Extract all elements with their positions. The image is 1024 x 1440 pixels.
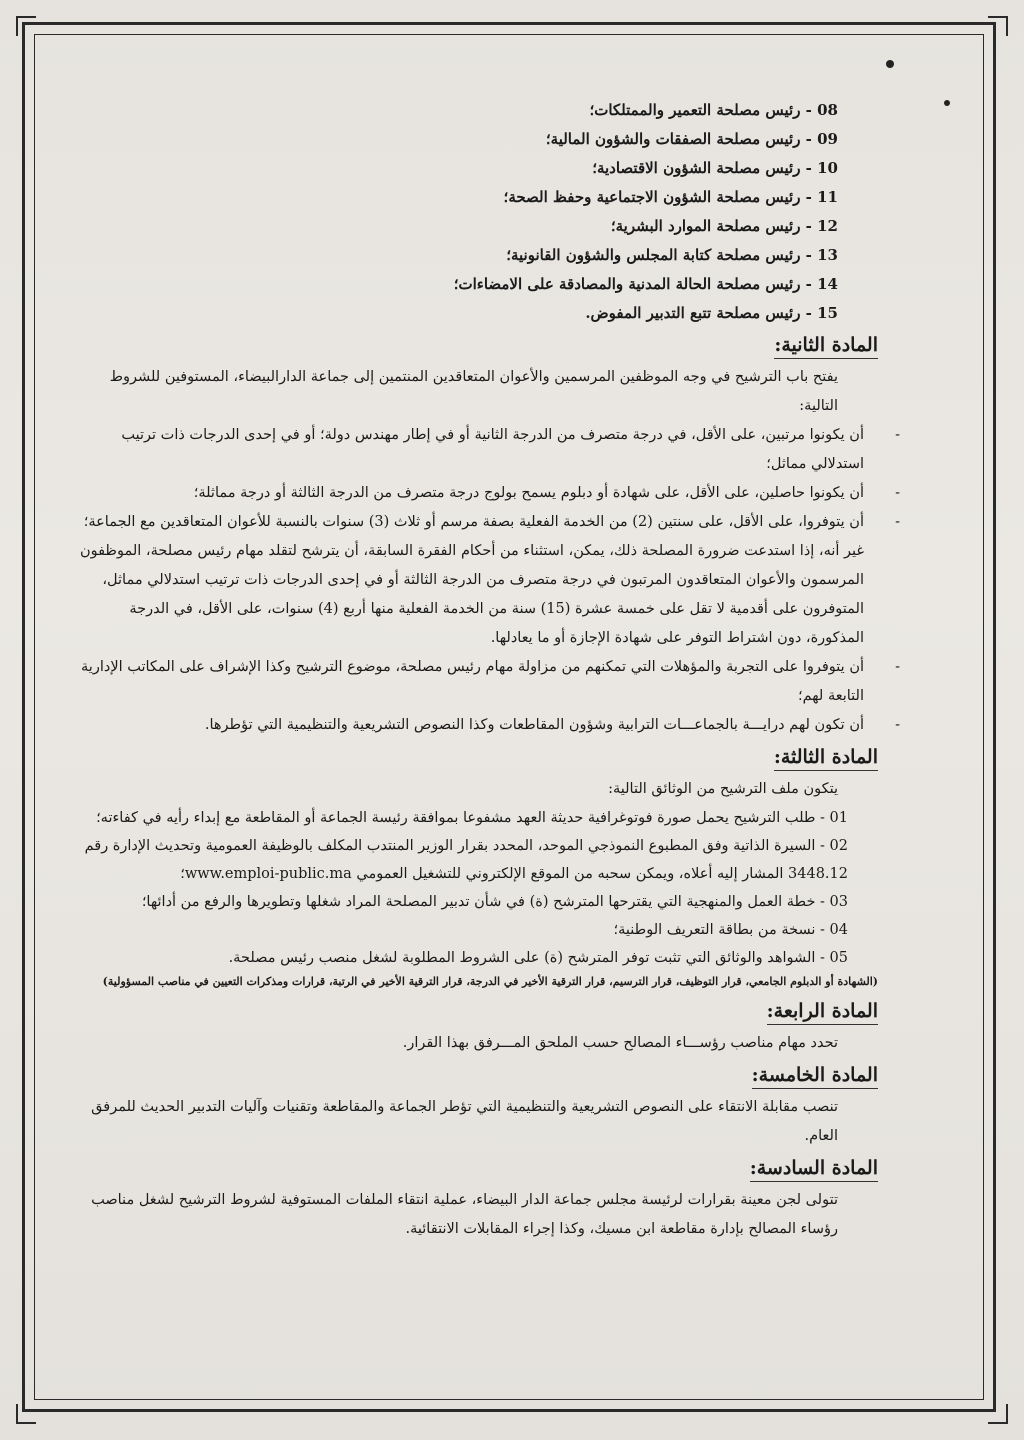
article-4	[70, 994, 878, 1058]
article-2-heading: المادة الثانية:	[774, 332, 878, 359]
list-item: 02 - السيرة الذاتية وفق المطبوع النموذجي الموحد، المحدد بقرار الوزير المنتدب المكلف بالوظيفة العمومية وتحديث الإدارة رقم 3448.12 المشار إليه أعلاه، ويمكن سحبه من الموقع الإلكتروني للتشغيل العمومي www.emploi-public.ma؛	[84, 838, 848, 882]
list-item: - أن يتوفروا، على الأقل، على سنتين (2) من الخدمة الفعلية بصفة مرسم أو ثلاث (3) سنوات بالنسبة للأعوان المتعاقدين مع الجماعة؛	[83, 514, 900, 530]
ink-mark	[944, 100, 950, 106]
border-corner-ornament	[988, 16, 1008, 36]
article-4-heading: المادة الرابعة:	[767, 998, 878, 1025]
ink-mark	[886, 60, 894, 68]
list-item: 09 - رئيس مصلحة الصفقات والشؤون المالية؛	[545, 130, 838, 148]
article-2-conditions-continued	[70, 653, 900, 740]
application-documents-list	[70, 804, 878, 972]
condition-text: أن يكونوا مرتبين، على الأقل، في درجة متصرف من الدرجة الثانية أو في إطار مهندس دولة؛ أو في إحدى الدرجات ذات ترتيب استدلالي مماثل؛	[121, 427, 864, 472]
document-body	[70, 96, 900, 1326]
article-5	[70, 1058, 878, 1151]
item-number: 04	[829, 922, 848, 938]
list-item: 13 - رئيس مصلحة كتابة المجلس والشؤون القانونية؛	[506, 246, 838, 264]
list-item: - أن تكون لهم درايـــة بالجماعـــات الترابية وشؤون المقاطعات وكذا النصوص التشريعية والتنظيمية التي تؤطرها.	[204, 717, 900, 733]
article-3-intro: يتكون ملف الترشيح من الوثائق التالية:	[608, 781, 838, 797]
list-item: 14 - رئيس مصلحة الحالة المدنية والمصادقة على الامضاءات؛	[453, 275, 838, 293]
list-item: - أن يتوفروا على التجربة والمؤهلات التي تمكنهم من مزاولة مهام رئيس مصلحة، موضوع الترشيح وكذا الإشراف على المكاتب الإدارية التابعة لهم؛	[81, 659, 900, 704]
item-text: خطة العمل والمنهجية التي يقترحها المترشح (ة) في شأن تدبير المصلحة المراد شغلها وتطويرها والرفع من أدائها؛	[141, 894, 816, 910]
list-item: 01 - طلب الترشيح يحمل صورة فوتوغرافية حديثة العهد مشفوعا بموافقة رئيسة الجماعة أو المقاطعة مع إبداء رأيه في كفاءته؛	[96, 810, 848, 826]
article-2-conditions	[70, 421, 900, 537]
list-item: 05 - الشواهد والوثائق التي تثبت توفر المترشح (ة) على الشروط المطلوبة لشغل منصب رئيس مصلحة.	[228, 950, 848, 966]
article-6-heading: المادة السادسة:	[750, 1155, 878, 1182]
item-text: طلب الترشيح يحمل صورة فوتوغرافية حديثة العهد مشفوعا بموافقة رئيسة الجماعة أو المقاطعة مع إبداء رأيه في كفاءته؛	[96, 810, 816, 826]
list-item: 15 - رئيس مصلحة تتبع التدبير المفوض.	[585, 304, 838, 322]
article-4-text: تحدد مهام مناصب رؤســـاء المصالح حسب الملحق المـــرفق بهذا القرار.	[402, 1035, 838, 1051]
item-number: 05	[829, 950, 848, 966]
condition-text: أن يتوفروا على التجربة والمؤهلات التي تمكنهم من مزاولة مهام رئيس مصلحة، موضوع الترشيح وكذا الإشراف على المكاتب الإدارية التابعة لهم؛	[81, 659, 864, 704]
article-2-exception: غير أنه، إذا استدعت ضرورة المصلحة ذلك، يمكن، استثناء من أحكام الفقرة السابقة، أن يترشح لتقلد مهام رئيس مصلحة، الموظفون المرسمون والأعوان المتعاقدون المرتبون في درجة متصرف من الدرجة الثالثة أو في إحدى الدرجات ذات ترتيب استدلالي مماثل، المتوفرون على أقدمية لا تقل على خمسة عشرة (15) سنة من الخدمة الفعلية منها أربع (4) سنوات، على الأقل، في الدرجة المذكورة، دون اشتراط التوفر على شهادة الإجازة أو ما يعادلها.	[79, 543, 864, 646]
item-number: 03	[829, 894, 848, 910]
list-item: 08 - رئيس مصلحة التعمير والممتلكات؛	[589, 101, 838, 119]
item-number: 01	[829, 810, 848, 826]
article-5-text: تنصب مقابلة الانتقاء على النصوص التشريعية والتنظيمية التي تؤطر الجماعة والمقاطعة وتقنيات وآليات التدبير الحديث للمرفق العام.	[91, 1099, 838, 1144]
list-item: 11 - رئيس مصلحة الشؤون الاجتماعية وحفظ الصحة؛	[503, 188, 838, 206]
condition-text: أن تكون لهم درايـــة بالجماعـــات الترابية وشؤون المقاطعات وكذا النصوص التشريعية والتنظيمية التي تؤطرها.	[204, 717, 864, 733]
condition-text: أن يكونوا حاصلين، على الأقل، على شهادة أو دبلوم يسمح بولوج درجة متصرف من الدرجة الثالثة أو درجة مماثلة؛	[193, 485, 864, 501]
border-corner-ornament	[16, 16, 36, 36]
article-2-intro: يفتح باب الترشيح في وجه الموظفين المرسمين والأعوان المتعاقدين المنتمين إلى جماعة الدارالبيضاء، المستوفين للشروط التالية:	[109, 369, 838, 414]
item-number: 02	[829, 838, 848, 854]
article-2	[70, 328, 900, 740]
list-item: - أن يكونوا حاصلين، على الأقل، على شهادة أو دبلوم يسمح بولوج درجة متصرف من الدرجة الثالثة أو درجة مماثلة؛	[193, 485, 900, 501]
item-text: الشواهد والوثائق التي تثبت توفر المترشح (ة) على الشروط المطلوبة لشغل منصب رئيس مصلحة.	[228, 950, 816, 966]
list-item: - أن يكونوا مرتبين، على الأقل، في درجة متصرف من الدرجة الثانية أو في إطار مهندس دولة؛ أو في إحدى الدرجات ذات ترتيب استدلالي مماثل؛	[121, 427, 900, 472]
condition-text: أن يتوفروا، على الأقل، على سنتين (2) من الخدمة الفعلية بصفة مرسم أو ثلاث (3) سنوات بالنسبة للأعوان المتعاقدين مع الجماعة؛	[83, 514, 864, 530]
item-text: نسخة من بطاقة التعريف الوطنية؛	[613, 922, 816, 938]
list-item: 04 - نسخة من بطاقة التعريف الوطنية؛	[613, 922, 848, 938]
border-corner-ornament	[988, 1404, 1008, 1424]
article-5-heading: المادة الخامسة:	[752, 1062, 878, 1089]
list-item: 10 - رئيس مصلحة الشؤون الاقتصادية؛	[592, 159, 838, 177]
article-3	[70, 740, 878, 992]
list-item: 03 - خطة العمل والمنهجية التي يقترحها المترشح (ة) في شأن تدبير المصلحة المراد شغلها وتطويرها والرفع من أدائها؛	[141, 894, 848, 910]
article-6	[70, 1151, 878, 1244]
article-6-text: تتولى لجن معينة بقرارات لرئيسة مجلس جماعة الدار البيضاء، عملية انتقاء الملفات المستوفية لشروط الترشيح لشغل مناصب رؤساء المصالح بإدارة مقاطعة ابن مسيك، وكذا إجراء المقابلات الانتقائية.	[91, 1192, 838, 1237]
article-3-note: (الشهادة أو الدبلوم الجامعي، قرار التوظيف، قرار الترسيم، قرار الترقية الأخير في الدرجة، قرار الترقية الأخير في الرتبة، قرارات ومذكرات التعيين في مناصب المسؤولية)	[102, 975, 878, 988]
item-text: السيرة الذاتية وفق المطبوع النموذجي الموحد، المحدد بقرار الوزير المنتدب المكلف بالوظيفة العمومية وتحديث الإدارة رقم 3448.12 المشار إليه أعلاه، ويمكن سحبه من الموقع الإلكتروني للتشغيل العمومي www.emploi-public.ma؛	[84, 838, 848, 882]
border-corner-ornament	[16, 1404, 36, 1424]
service-heads-list	[70, 96, 878, 328]
article-3-heading: المادة الثالثة:	[774, 744, 878, 771]
list-item: 12 - رئيس مصلحة الموارد البشرية؛	[610, 217, 838, 235]
